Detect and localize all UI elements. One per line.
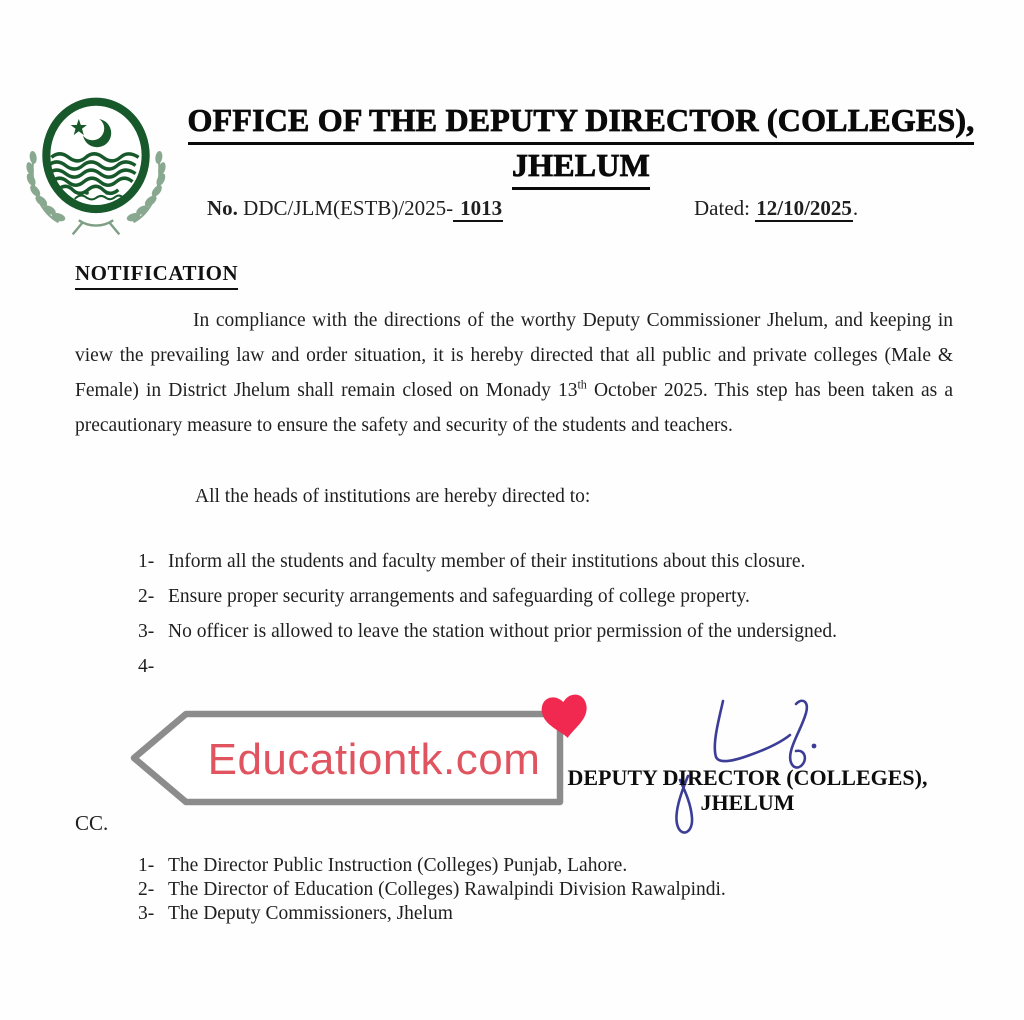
ref-label: No.: [207, 196, 238, 220]
designation-line1: DEPUTY DIRECTOR (COLLEGES),: [567, 765, 928, 790]
cc-list: [138, 855, 968, 926]
notification-heading: NOTIFICATION: [75, 261, 238, 290]
item-number: 1-: [138, 551, 155, 572]
list-item: [138, 621, 968, 656]
list-item: [138, 551, 968, 586]
office-title-line1: OFFICE OF THE DEPUTY DIRECTOR (COLLEGES),: [188, 100, 975, 145]
date-field: [694, 196, 858, 221]
item-number: 3-: [138, 902, 155, 924]
list-item: [138, 879, 968, 903]
handwritten-signature: [650, 685, 835, 840]
directives-list: [138, 551, 968, 691]
list-item: [138, 586, 968, 621]
ordinal-superscript: th: [577, 377, 587, 392]
ref-prefix: DDC/JLM(ESTB)/2025-: [237, 196, 454, 220]
wreath-ribbon: [73, 220, 120, 234]
body-paragraph: [75, 303, 953, 443]
item-text: The Director of Education (Colleges) Rawalpindi Division Rawalpindi.: [168, 878, 726, 900]
item-number: 2-: [138, 586, 155, 607]
date-value: 12/10/2025: [756, 196, 852, 220]
list-item: [138, 656, 968, 691]
paragraph-text-1: In compliance with the directions of the worthy Deputy Commissioner Jhelum, and keeping in view the prevailing law and order situation, it is hereby directed that all public and private colleges (Male & Female) in District Jhelum shall remain closed on Monady 13: [75, 310, 953, 401]
item-text: No officer is allowed to leave the station without prior permission of the undersigned.: [168, 621, 837, 642]
list-item: [138, 855, 968, 879]
punjab-government-crest-logo: [20, 92, 172, 240]
item-number: 1-: [138, 855, 155, 876]
paragraph-text-2: October 2025. This step has been taken as a precautionary measure to ensure the safety and security of the students and teachers.: [75, 380, 953, 436]
date-period: .: [852, 196, 859, 220]
item-number: 4-: [138, 656, 155, 677]
ref-serial-number: 1013: [453, 196, 503, 222]
cc-label: CC.: [75, 811, 109, 835]
item-text: The Deputy Commissioners, Jhelum: [168, 902, 453, 924]
item-number: 3-: [138, 621, 155, 642]
watermark-site-text: Educationtk.com: [207, 735, 541, 784]
list-item: [138, 903, 968, 927]
item-text: The Director Public Instruction (Colleges) Punjab, Lahore.: [168, 855, 628, 876]
item-number: 2-: [138, 878, 155, 900]
signatory-designation: [565, 765, 930, 815]
item-text: Inform all the students and faculty member of their institutions about this closure.: [168, 551, 806, 572]
date-label: Dated:: [694, 196, 756, 220]
office-title-line2: JHELUM: [512, 145, 650, 190]
reference-number: [207, 196, 503, 221]
heart-icon: [535, 686, 595, 745]
directive-intro: All the heads of institutions are hereby directed to:: [195, 486, 591, 507]
letterhead-title: [168, 100, 994, 190]
item-text: Ensure proper security arrangements and safeguarding of college property.: [168, 586, 750, 607]
designation-line2: JHELUM: [700, 790, 795, 815]
